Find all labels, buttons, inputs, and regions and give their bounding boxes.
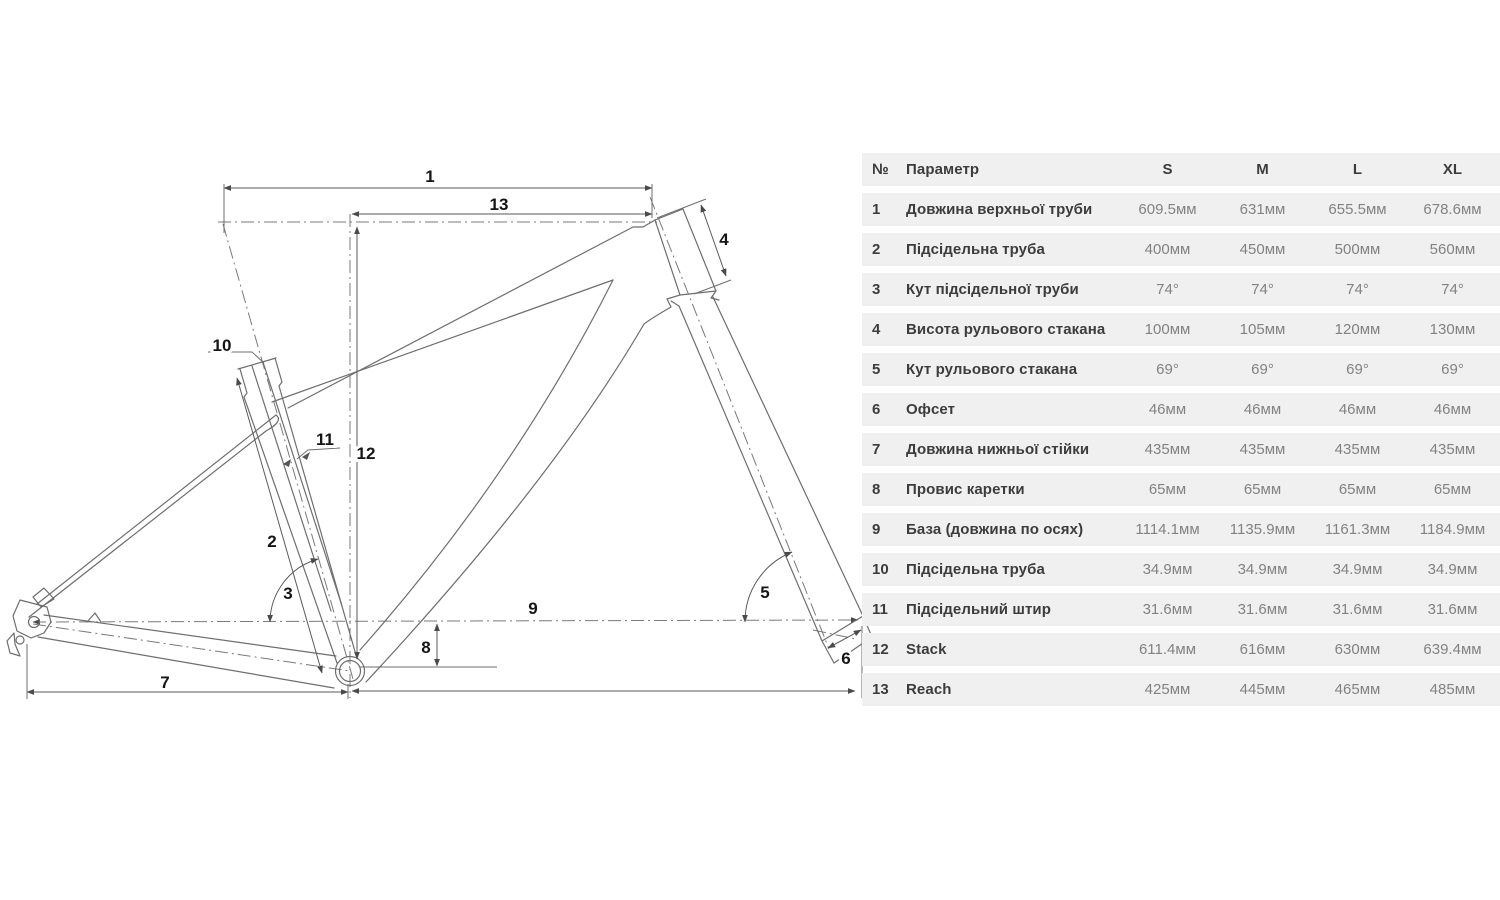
header-num: №	[872, 161, 889, 178]
rear-dropout-plate	[13, 600, 51, 638]
top-tube-upper-edge	[288, 220, 655, 408]
value-s: 609.5мм	[1138, 201, 1197, 218]
value-xl: 31.6мм	[1427, 601, 1478, 618]
row-param: База (довжина по осях)	[906, 521, 1084, 538]
header-size-m: M	[1256, 161, 1269, 178]
value-m: 435мм	[1239, 441, 1286, 458]
table-row	[862, 673, 1500, 706]
value-s: 74°	[1156, 281, 1179, 298]
value-xl: 678.6мм	[1423, 201, 1482, 218]
dim-label-8: 8	[421, 638, 431, 657]
value-s: 435мм	[1144, 441, 1191, 458]
fork-trailing-edge	[679, 306, 822, 641]
dim-label-11: 11	[316, 430, 334, 449]
value-l: 34.9мм	[1332, 561, 1383, 578]
row-num: 10	[872, 561, 889, 578]
table-row	[862, 473, 1500, 506]
value-xl: 560мм	[1429, 241, 1476, 258]
table-row	[862, 553, 1500, 586]
value-xl: 1184.9мм	[1419, 521, 1486, 538]
chainstay-guide-tab	[87, 613, 101, 622]
value-l: 435мм	[1334, 441, 1381, 458]
table-row	[862, 593, 1500, 626]
row-num: 12	[872, 641, 889, 658]
value-m: 616мм	[1239, 641, 1286, 658]
dim-label-6: 6	[841, 649, 851, 668]
seat-tube-right-edge	[275, 358, 356, 655]
row-param: Офсет	[906, 401, 956, 418]
value-s: 46мм	[1148, 401, 1187, 418]
value-m: 34.9мм	[1237, 561, 1288, 578]
fork-crown-step-left	[671, 301, 679, 306]
value-m: 69°	[1251, 361, 1274, 378]
row-param: Підсідельна труба	[906, 241, 1045, 258]
dim-label-7: 7	[160, 673, 170, 692]
row-param: Висота рульового стакана	[906, 321, 1106, 338]
row-num: 5	[872, 361, 881, 378]
seat-collar-top	[238, 358, 276, 369]
row-param: Підсідельний штир	[906, 601, 1051, 618]
header-size-l: L	[1352, 161, 1363, 178]
dim-label-3: 3	[283, 584, 293, 603]
table-row	[862, 513, 1500, 546]
value-m: 74°	[1251, 281, 1274, 298]
value-m: 450мм	[1239, 241, 1286, 258]
dim-label-12: 12	[356, 444, 376, 463]
value-s: 65мм	[1148, 481, 1187, 498]
value-xl: 435мм	[1429, 441, 1476, 458]
row-num: 11	[872, 601, 888, 618]
header-size-s: S	[1162, 161, 1173, 178]
value-s: 100мм	[1144, 321, 1191, 338]
value-m: 1135.9мм	[1229, 521, 1296, 538]
row-param: Кут рульового стакана	[906, 361, 1078, 378]
geometry-table-header	[862, 153, 1500, 186]
row-num: 1	[872, 201, 881, 218]
value-l: 65мм	[1338, 481, 1377, 498]
table-row	[862, 633, 1500, 666]
row-param: Reach	[906, 681, 952, 698]
table-row	[862, 273, 1500, 306]
dim-label-4: 4	[719, 230, 729, 249]
value-m: 65мм	[1243, 481, 1282, 498]
value-l: 500мм	[1334, 241, 1381, 258]
value-l: 465мм	[1334, 681, 1381, 698]
dim-seat-tube-length	[237, 378, 322, 673]
dim-label-2: 2	[267, 532, 277, 551]
top-tube-lower-edge	[272, 280, 613, 402]
dim-label-5: 5	[760, 583, 770, 602]
row-num: 2	[872, 241, 881, 258]
row-num: 13	[872, 681, 889, 698]
value-s: 1114.1мм	[1135, 521, 1200, 538]
value-xl: 34.9мм	[1427, 561, 1478, 578]
table-row	[862, 233, 1500, 266]
value-l: 120мм	[1334, 321, 1381, 338]
row-param: Довжина нижньої стійки	[906, 441, 1090, 458]
table-row	[862, 393, 1500, 426]
value-m: 46мм	[1243, 401, 1282, 418]
value-xl: 69°	[1441, 361, 1464, 378]
row-num: 9	[872, 521, 881, 538]
steering-axis-line	[650, 197, 829, 649]
row-num: 3	[872, 281, 881, 298]
value-s: 31.6мм	[1142, 601, 1193, 618]
value-s: 611.4мм	[1138, 641, 1197, 658]
dim-label-13: 13	[489, 195, 509, 214]
value-m: 31.6мм	[1237, 601, 1288, 618]
header-param: Параметр	[906, 161, 980, 178]
header-size-xl: XL	[1442, 161, 1463, 178]
table-row	[862, 313, 1500, 346]
row-param: Stack	[906, 641, 947, 658]
fork-crown-step-right	[711, 291, 719, 300]
row-param: Провис каретки	[906, 481, 1025, 498]
down-tube-upper-edge	[360, 280, 613, 650]
value-l: 655.5мм	[1328, 201, 1387, 218]
value-s: 425мм	[1144, 681, 1191, 698]
value-l: 46мм	[1338, 401, 1377, 418]
value-l: 1161.3мм	[1324, 521, 1391, 538]
value-xl: 74°	[1441, 281, 1464, 298]
seat-tube-left-edge	[240, 369, 337, 663]
value-xl: 46мм	[1433, 401, 1472, 418]
table-row	[862, 193, 1500, 226]
dim-fork-offset	[828, 630, 861, 648]
value-m: 445мм	[1239, 681, 1286, 698]
value-m: 631мм	[1239, 201, 1286, 218]
row-num: 7	[872, 441, 881, 458]
wheelbase-axle-line	[33, 620, 858, 622]
table-row	[862, 353, 1500, 386]
row-num: 6	[872, 401, 881, 418]
geometry-table	[862, 153, 1500, 713]
dim-label-9: 9	[528, 599, 538, 618]
seatstay-lower-edge	[29, 431, 266, 617]
table-row	[862, 433, 1500, 466]
dim-label-10: 10	[212, 336, 232, 355]
row-num: 8	[872, 481, 881, 498]
seatstay-upper-edge	[37, 415, 276, 604]
frame-outline	[7, 209, 872, 688]
row-param: Кут підсідельної труби	[906, 281, 1079, 298]
down-tube-lower-edge	[366, 295, 680, 682]
value-l: 31.6мм	[1332, 601, 1383, 618]
value-l: 69°	[1346, 361, 1369, 378]
seatpost-arrow-right	[302, 452, 310, 460]
construction-lines	[33, 197, 858, 698]
value-xl: 485мм	[1429, 681, 1476, 698]
dimension-labels	[160, 167, 850, 692]
value-l: 74°	[1346, 281, 1369, 298]
value-xl: 65мм	[1433, 481, 1472, 498]
dim4-ext-top	[657, 199, 706, 218]
dim-label-1: 1	[425, 167, 435, 186]
value-m: 105мм	[1239, 321, 1286, 338]
fork-leading-edge	[713, 297, 863, 616]
value-l: 630мм	[1334, 641, 1381, 658]
value-xl: 130мм	[1429, 321, 1476, 338]
value-s: 400мм	[1144, 241, 1191, 258]
seat-axis-line	[223, 224, 353, 679]
seat-angle-arc	[270, 559, 318, 622]
row-num: 4	[872, 321, 881, 338]
value-s: 34.9мм	[1142, 561, 1193, 578]
rear-dropout-hole	[16, 636, 24, 644]
value-xl: 639.4мм	[1423, 641, 1482, 658]
row-param: Довжина верхньої труби	[906, 201, 1093, 218]
row-param: Підсідельна труба	[906, 561, 1045, 578]
value-s: 69°	[1156, 361, 1179, 378]
